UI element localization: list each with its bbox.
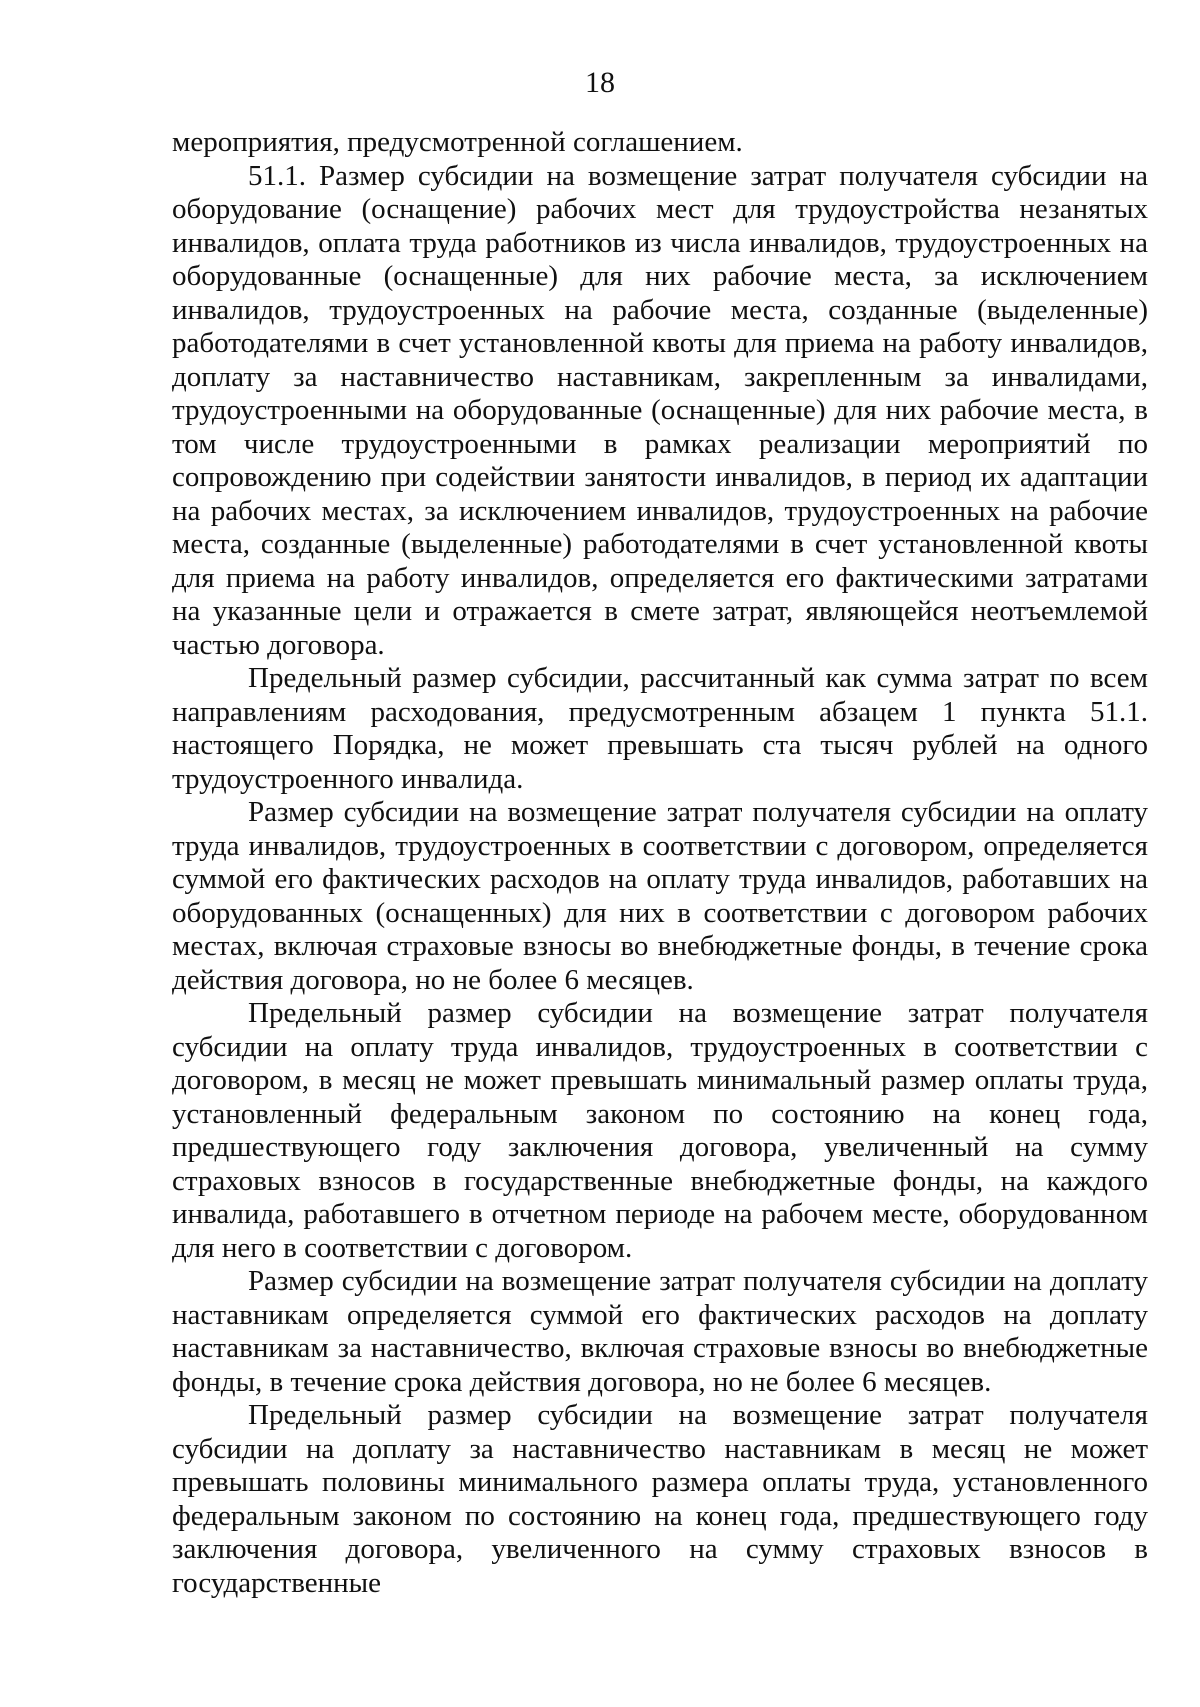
paragraph-max-wage-subsidy: Предельный размер субсидии на возмещение затрат получателя субсидии на оплату труда инвалидов, трудоустроенных в соответствии с договором, в месяц не может превышать минимальный размер оплаты труда, установленный федеральным законом по состоянию на конец года, предшествующего году заключения договора, увеличенный на сумму страховых взносов в государственные внебюджетные фонды, на каждого инвалида, работавшего в отчетном периоде на рабочем месте, оборудованном для него в соответствии с договором. (172, 997, 1148, 1264)
paragraph-mentor-subsidy: Размер субсидии на возмещение затрат получателя субсидии на доплату наставникам определяется суммой его фактических расходов на доплату наставникам за наставничество, включая страховые взносы во внебюджетные фонды, в течение срока действия договора, но не более 6 месяцев. (172, 1265, 1148, 1398)
paragraph-max-mentor-subsidy: Предельный размер субсидии на возмещение затрат получателя субсидии на доплату за наставничество наставникам в месяц не может превышать половины минимального размера оплаты труда, установленного федеральным законом по состоянию на конец года, предшествующего году заключения договора, увеличенного на сумму страховых взносов в государственные (172, 1399, 1148, 1599)
paragraph-max-subsidy: Предельный размер субсидии, рассчитанный как сумма затрат по всем направлениям расходования, предусмотренным абзацем 1 пункта 51.1. настоящего Порядка, не может превышать ста тысяч рублей на одного трудоустроенного инвалида. (172, 662, 1148, 795)
paragraph-wage-subsidy: Размер субсидии на возмещение затрат получателя субсидии на оплату труда инвалидов, трудоустроенных в соответствии с договором, определяется суммой его фактических расходов на оплату труда инвалидов, работавших на оборудованных (оснащенных) для них в соответствии с договором рабочих местах, включая страховые взносы во внебюджетные фонды, в течение срока действия договора, но не более 6 месяцев. (172, 796, 1148, 996)
paragraph-51-1: 51.1. Размер субсидии на возмещение затрат получателя субсидии на оборудование (оснащение) рабочих мест для трудоустройства незанятых инвалидов, оплата труда работников из числа инвалидов, трудоустроенных на оборудованные (оснащенные) для них рабочие места, за исключением инвалидов, трудоустроенных на рабочие места, созданные (выделенные) работодателями в счет установленной квоты для приема на работу инвалидов, доплату за наставничество наставникам, закрепленным за инвалидами, трудоустроенными на оборудованные (оснащенные) для них рабочие места, в том числе трудоустроенными в рамках реализации мероприятий по сопровождению при содействии занятости инвалидов, в период их адаптации на рабочих местах, за исключением инвалидов, трудоустроенных на рабочие места, созданные (выделенные) работодателями в счет установленной квоты для приема на работу инвалидов, определяется его фактическими затратами на указанные цели и отражается в смете затрат, являющейся неотъемлемой частью договора. (172, 159, 1148, 661)
paragraph-continuation: мероприятия, предусмотренной соглашением. (172, 126, 743, 158)
document-body (172, 126, 1148, 1600)
page-number: 18 (585, 66, 615, 99)
